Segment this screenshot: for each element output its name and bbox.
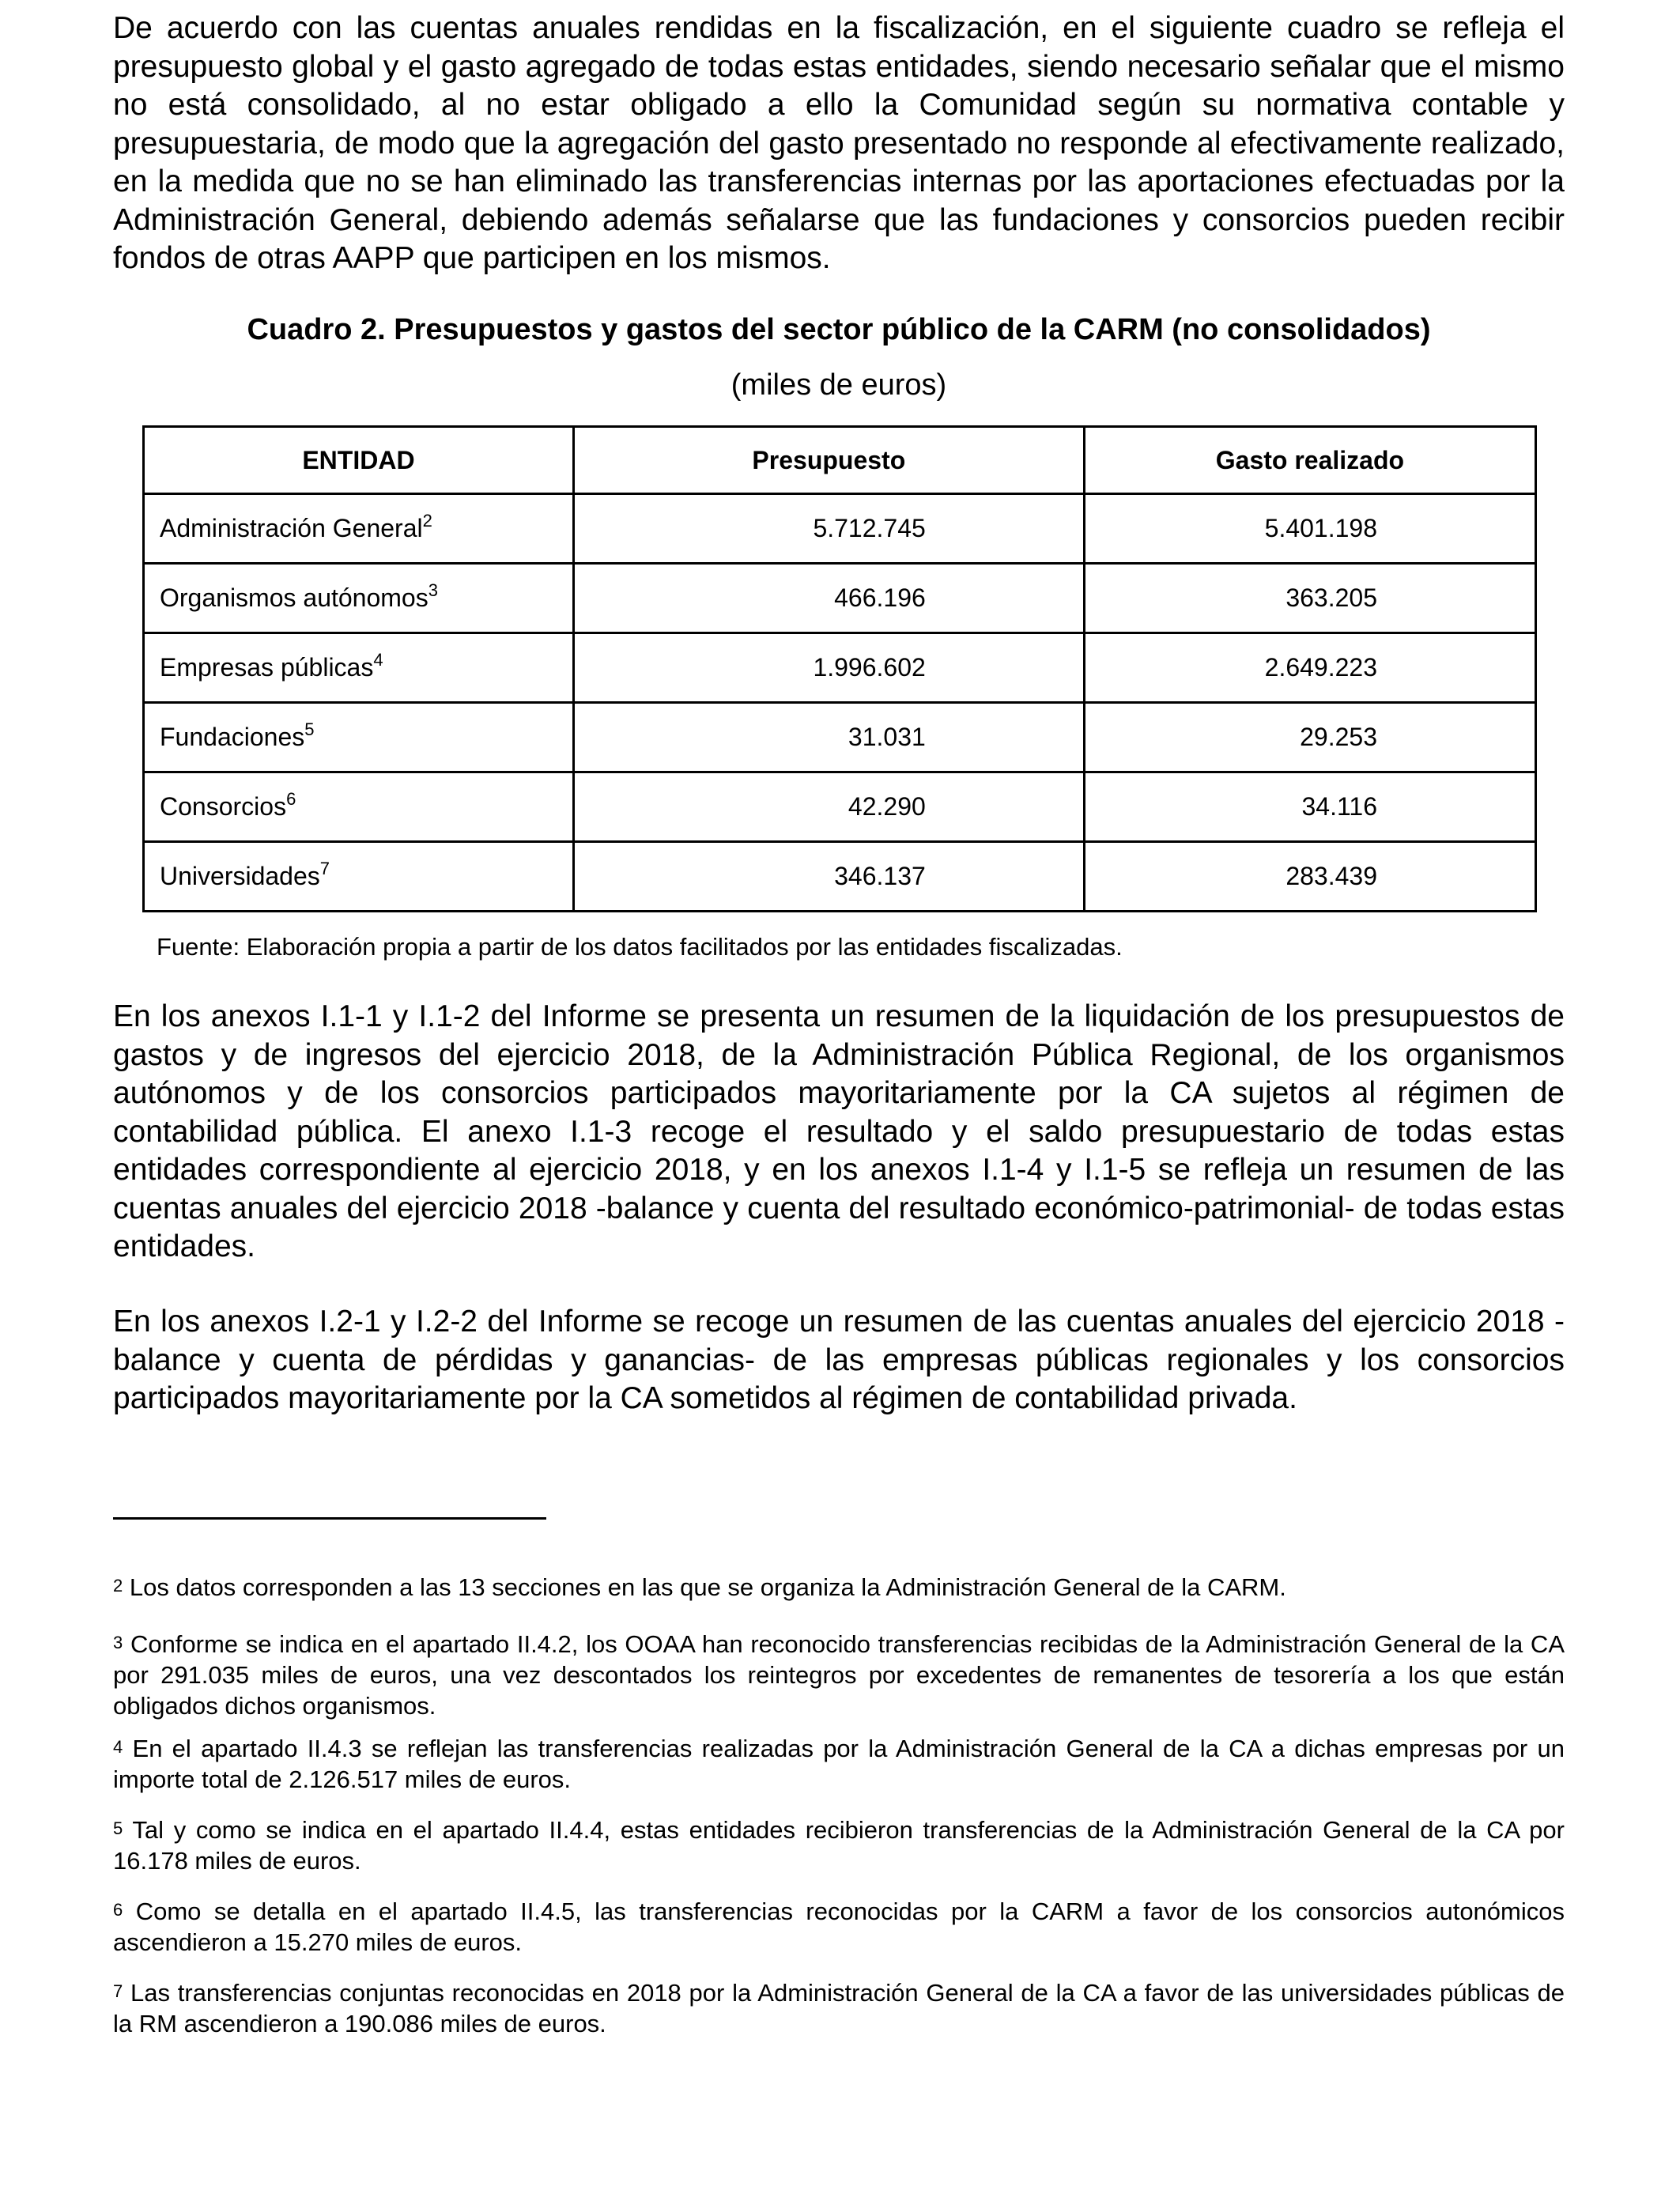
- footnote: [113, 1977, 1565, 2039]
- budget-cell: 5.712.745: [573, 494, 1084, 564]
- footnote-ref: 7: [319, 859, 330, 878]
- budget-cell: 346.137: [573, 842, 1084, 912]
- spent-cell: 5.401.198: [1084, 494, 1535, 564]
- footnote-text: En el apartado II.4.3 se reflejan las transferencias realizadas por la Administración General de la CA a dichas empresas por un importe total de 2.126.517 miles de euros.: [113, 1735, 1565, 1793]
- footnote-text: Conforme se indica en el apartado II.4.2, los OOAA han reconocido transferencias recibidas de la Administración General de la CA por 291.035 miles de euros, una vez descontados los reintegros por excedentes de remanentes de tesorería a los que están obligados dichos organismos.: [113, 1630, 1565, 1720]
- table-row: [144, 703, 1536, 772]
- footnote-mark: 4: [113, 1737, 123, 1757]
- entity-name: Organismos autónomos: [160, 583, 428, 612]
- footnote-ref: 3: [428, 580, 438, 600]
- footnote: [113, 1733, 1565, 1795]
- annex-paragraph-2: En los anexos I.2-1 y I.2-2 del Informe se recoge un resumen de las cuentas anuales del ejercicio 2018 -balance y cuenta de pérdidas y ganancias- de las empresas públicas regionales y los consorcios participados mayoritariamente por la CA sometidos al régimen de contabilidad privada.: [113, 1305, 1565, 1415]
- footnote-text: Los datos corresponden a las 13 secciones en las que se organiza la Administración General de la CARM.: [129, 1573, 1286, 1601]
- footnote-text: Como se detalla en el apartado II.4.5, las transferencias reconocidas por la CARM a favor de los consorcios autonómicos ascendieron a 15.270 miles de euros.: [113, 1898, 1565, 1956]
- table-row: [144, 633, 1536, 703]
- footnote-ref: 6: [286, 789, 296, 809]
- spent-cell: 34.116: [1084, 772, 1535, 842]
- table-caption: Cuadro 2. Presupuestos y gastos del sector público de la CARM (no consolidados): [247, 313, 1431, 346]
- footnote-text: Tal y como se indica en el apartado II.4.4, estas entidades recibieron transferencias de la Administración General de la CA por 16.178 miles de euros.: [113, 1816, 1565, 1875]
- spent-cell: 29.253: [1084, 703, 1535, 772]
- footnote-ref: 2: [422, 511, 432, 531]
- entity-name: Administración General: [160, 514, 423, 542]
- spent-cell: 283.439: [1084, 842, 1535, 912]
- footnote-mark: 6: [113, 1900, 123, 1920]
- budget-table: [142, 425, 1537, 912]
- footnote: [113, 1629, 1565, 1721]
- budget-cell: 1.996.602: [573, 633, 1084, 703]
- table-row: [144, 564, 1536, 633]
- entity-cell: [144, 772, 574, 842]
- table-row: [144, 494, 1536, 564]
- entity-cell: [144, 494, 574, 564]
- annex-paragraph-1: En los anexos I.1-1 y I.1-2 del Informe se presenta un resumen de la liquidación de los presupuestos de gastos y de ingresos del ejercicio 2018, de la Administración Pública Regional, de los organismos autónomos y de los consorcios participados mayoritariamente por la CA sujetos al régimen de contabilidad pública. El anexo I.1-3 recoge el resultado y el saldo presupuestario de todas estas entidades correspondiente al ejercicio 2018, y en los anexos I.1-4 y I.1-5 se refleja un resumen de las cuentas anuales del ejercicio 2018 -balance y cuenta del resultado económico-patrimonial- de todas estas entidades.: [113, 999, 1565, 1263]
- intro-paragraph: De acuerdo con las cuentas anuales rendidas en la fiscalización, en el siguiente cuadro se refleja el presupuesto global y el gasto agregado de todas estas entidades, siendo necesario señalar que el mismo no está consolidado, al no estar obligado a ello la Comunidad según su normativa contable y presupuestaria, de modo que la agregación del gasto presentado no responde al efectivamente realizado, en la medida que no se han eliminado las transferencias internas por las aportaciones efectuadas por la Administración General, debiendo además señalarse que las fundaciones y consorcios pueden recibir fondos de otras AAPP que participen en los mismos.: [113, 11, 1565, 275]
- footnote: [113, 1896, 1565, 1958]
- header-entity: ENTIDAD: [144, 427, 574, 494]
- budget-cell: 31.031: [573, 703, 1084, 772]
- table-row: [144, 772, 1536, 842]
- entity-name: Fundaciones: [160, 723, 305, 751]
- table-source: Fuente: Elaboración propia a partir de los datos facilitados por las entidades fiscalizadas.: [157, 933, 1123, 961]
- header-spent: Gasto realizado: [1084, 427, 1535, 494]
- table-row: [144, 842, 1536, 912]
- footnote-separator: [113, 1517, 546, 1520]
- footnote-mark: 7: [113, 1981, 123, 2001]
- footnote-ref: 4: [373, 650, 383, 670]
- spent-cell: 2.649.223: [1084, 633, 1535, 703]
- footnote-ref: 5: [304, 719, 315, 739]
- entity-cell: [144, 842, 574, 912]
- entity-cell: [144, 703, 574, 772]
- entity-name: Consorcios: [160, 792, 287, 821]
- footnote: [113, 1814, 1565, 1876]
- footnote-mark: 5: [113, 1818, 123, 1838]
- table-units: (miles de euros): [731, 368, 947, 402]
- footnote-mark: 2: [113, 1576, 123, 1595]
- entity-name: Empresas públicas: [160, 653, 374, 682]
- entity-cell: [144, 564, 574, 633]
- footnote-mark: 3: [113, 1633, 123, 1652]
- spent-cell: 363.205: [1084, 564, 1535, 633]
- footnote-text: Las transferencias conjuntas reconocidas en 2018 por la Administración General de la CA a favor de las universidades públicas de la RM ascendieron a 190.086 miles de euros.: [113, 1979, 1565, 2037]
- entity-cell: [144, 633, 574, 703]
- table-header-row: [144, 427, 1536, 494]
- budget-cell: 42.290: [573, 772, 1084, 842]
- header-budget: Presupuesto: [573, 427, 1084, 494]
- budget-cell: 466.196: [573, 564, 1084, 633]
- entity-name: Universidades: [160, 862, 320, 890]
- footnote: [113, 1572, 1565, 1603]
